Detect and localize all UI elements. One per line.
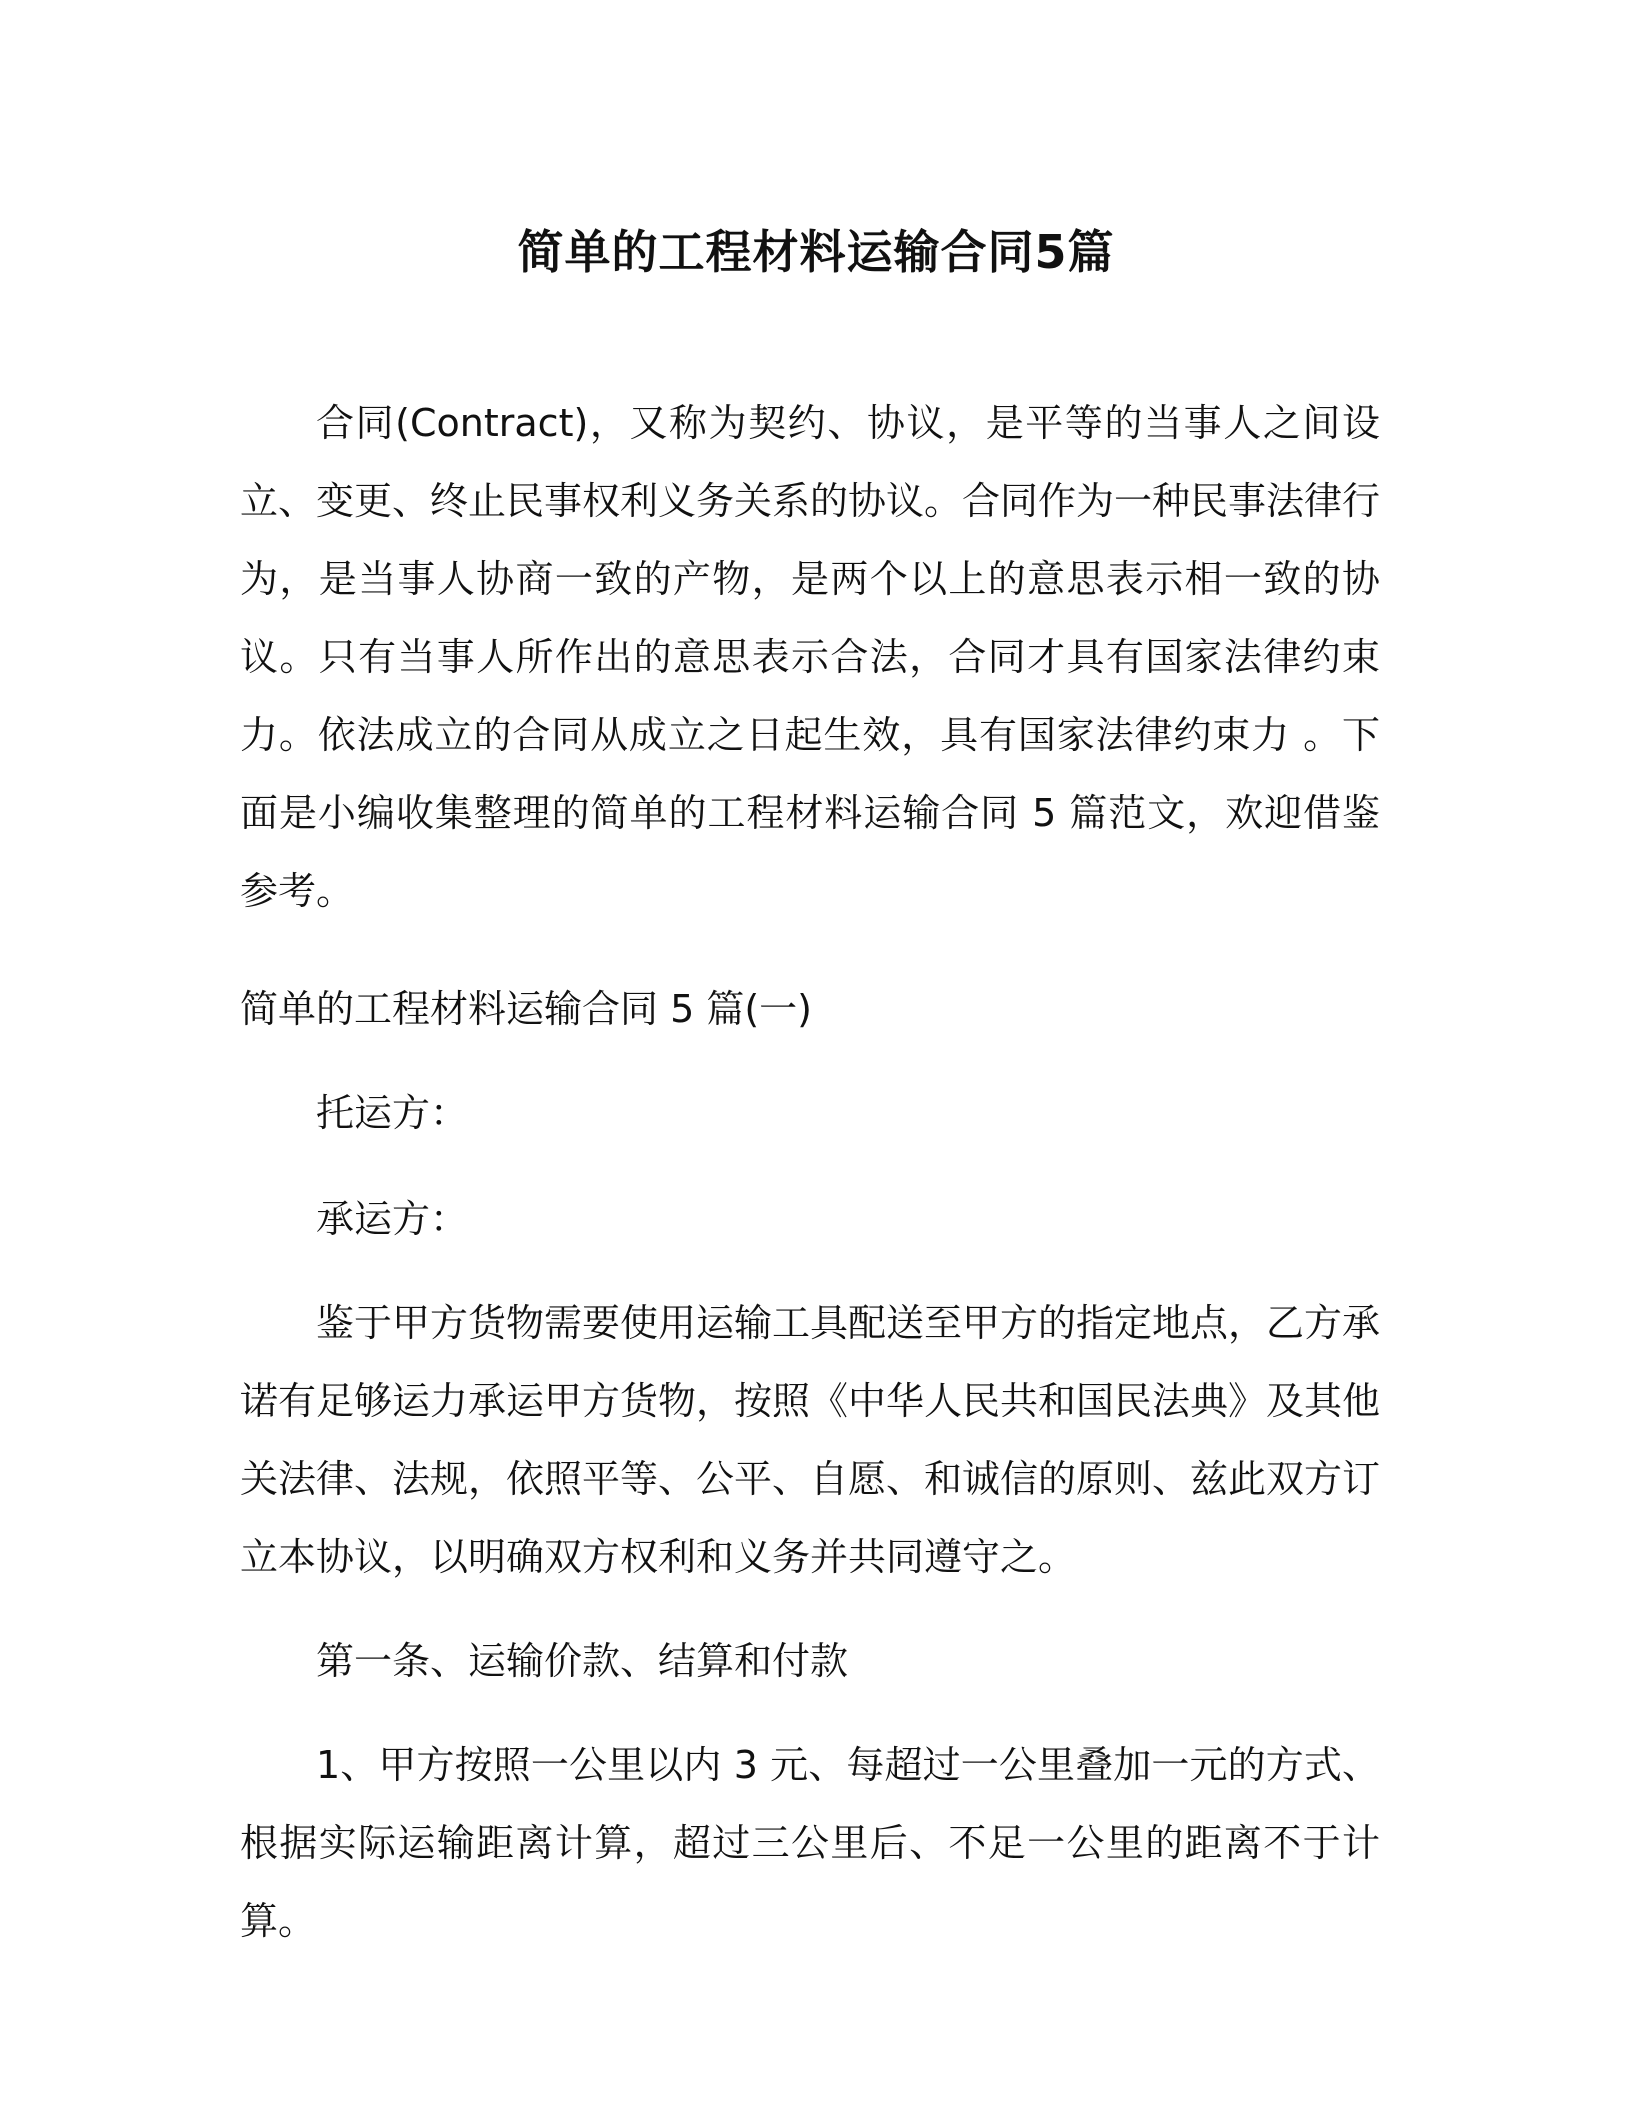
article-one-heading: 第一条、运输价款、结算和付款	[316, 1639, 849, 1683]
document-title: 简单的工程材料运输合同5篇	[517, 225, 1115, 279]
carrier-label: 承运方：	[316, 1197, 469, 1241]
section-heading: 简单的工程材料运输合同 5 篇(一)	[240, 987, 812, 1031]
shipper-label: 托运方：	[316, 1091, 469, 1135]
intro-paragraph: 合同(Contract)，又称为契约、协议，是平等的当事人之间设立、变更、终止民事权利义务关系的协议。合同作为一种民事法律行为，是当事人协商一致的产物，是两个以上的意思表示相一致的协议。只有当事人所作出的意思表示合法，合同才具有国家法律约束力。依法成立的合同从成立之日起生效，具有国家法律约束力 。下面是小编收集整理的简单的工程材料运输合同 5 篇范文，欢迎借鉴参考。	[240, 401, 1381, 913]
preamble-paragraph: 鉴于甲方货物需要使用运输工具配送至甲方的指定地点，乙方承诺有足够运力承运甲方货物，按照《中华人民共和国民法典》及其他关法律、法规，依照平等、公平、自愿、和诚信的原则、兹此双方订立本协议，以明确双方权利和义务并共同遵守之。	[240, 1301, 1381, 1579]
clause-one-paragraph: 1、甲方按照一公里以内 3 元、每超过一公里叠加一元的方式、根据实际运输距离计算，超过三公里后、不足一公里的距离不于计算。	[240, 1743, 1380, 1943]
